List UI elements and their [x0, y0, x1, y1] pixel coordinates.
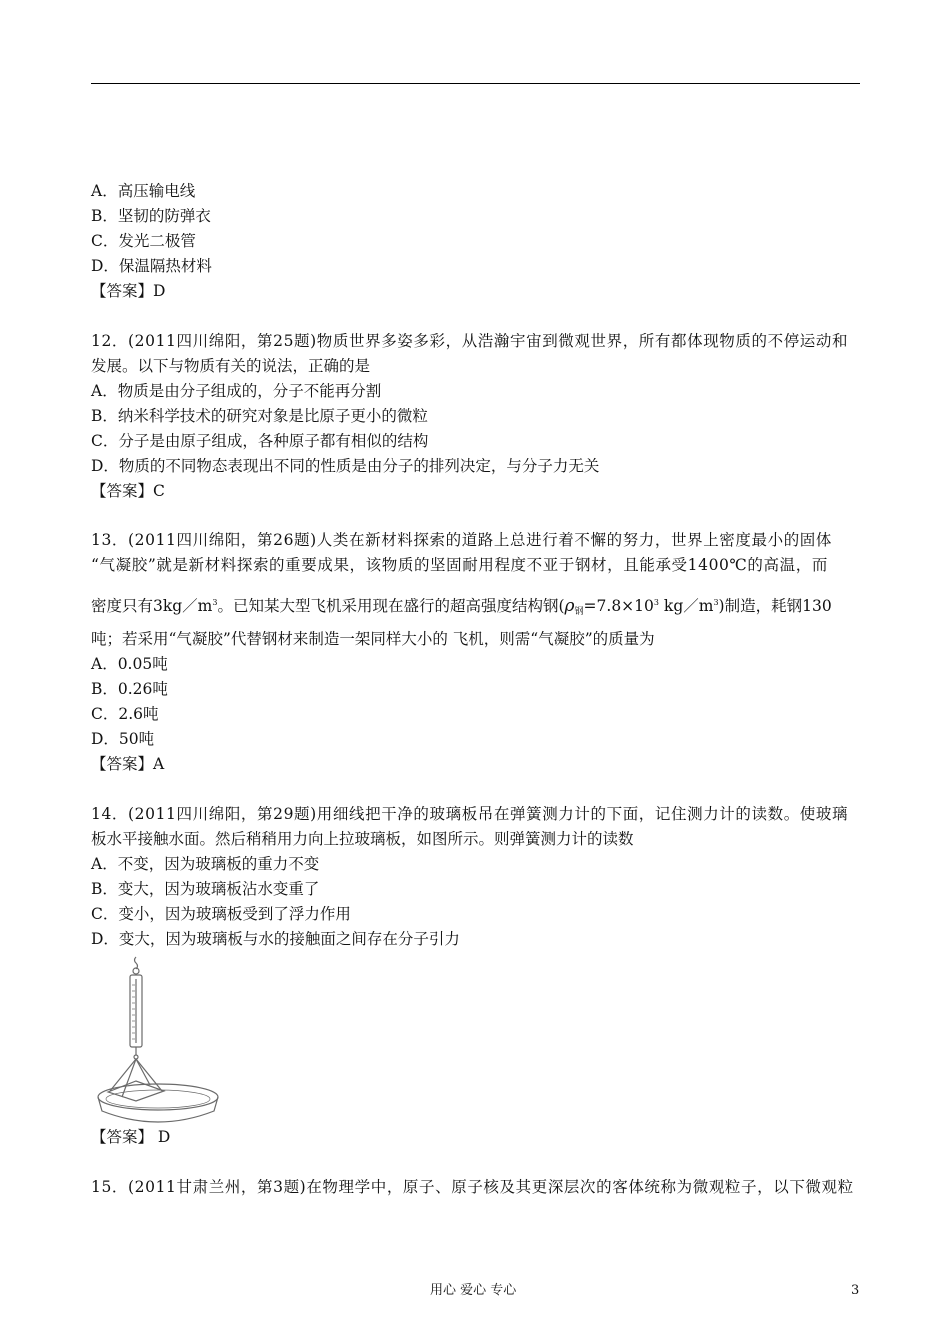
q13-option-d: D．50吨 [91, 730, 155, 748]
q14-option-b: B．变大，因为玻璃板沾水变重了 [91, 880, 320, 898]
q14-stem-line-1: 14．(2011四川绵阳，第29题)用细线把干净的玻璃板吊在弹簧测力计的下面，记住测力计的读数。使玻璃 [91, 805, 849, 823]
q13-steel-mass-text: )制造，耗钢130 [718, 597, 832, 615]
q12-answer: 【答案】C [91, 482, 165, 500]
q14-stem-line-2: 板水平接触水面。然后稍稍用力向上拉玻璃板，如图所示。则弹簧测力计的读数 [91, 830, 634, 848]
header-rule [91, 83, 860, 84]
q13-density-text: 密度只有3kg／m [91, 597, 213, 615]
q12-option-d: D．物质的不同物态表现出不同的性质是由分子的排列决定，与分子力无关 [91, 457, 600, 475]
q13-steel-density-unit: kg／m [659, 597, 714, 615]
q13-option-c: C．2.6吨 [91, 705, 159, 723]
q13-stem-line-4: 吨；若采用“气凝胶”代替钢材来制造一架同样大小的 飞机，则需“气凝胶”的质量为 [91, 630, 655, 648]
q11-option-b: B．坚韧的防弹衣 [91, 207, 211, 225]
q11-option-c: C．发光二极管 [91, 232, 196, 250]
spring-scale-figure [92, 955, 224, 1131]
q13-option-b: B．0.26吨 [91, 680, 168, 698]
q12-option-b: B．纳米科学技术的研究对象是比原子更小的微粒 [91, 407, 428, 425]
q12-option-c: C．分子是由原子组成，各种原子都有相似的结构 [91, 432, 429, 450]
q14-option-a: A．不变，因为玻璃板的重力不变 [91, 855, 320, 873]
q13-stem-line-1: 13．(2011四川绵阳，第26题)人类在新材料探索的道路上总进行着不懈的努力，世界上密度最小的固体 [91, 531, 832, 549]
q13-steel-density-value: =7.8×10 [583, 597, 654, 615]
q13-steel-density-exponent: 3 [653, 598, 659, 607]
q12-option-a: A．物质是由分子组成的，分子不能再分割 [91, 382, 382, 400]
q12-stem-line-1: 12．(2011四川绵阳，第25题)物质世界多姿多彩，从浩瀚宇宙到微观世界，所有都体现物质的不停运动和 [91, 332, 849, 350]
footer-slogan: 用心 爱心 专心 [430, 1283, 517, 1298]
q14-answer: 【答案】 D [91, 1128, 171, 1146]
q12-stem-line-2: 发展。以下与物质有关的说法，正确的是 [91, 357, 371, 375]
q13-answer: 【答案】A [91, 755, 165, 773]
q13-stem-line-2: “气凝胶”就是新材料探索的重要成果，该物质的坚固耐用程度不亚于钢材，且能承受1400℃的高温，而 [91, 556, 828, 574]
q11-option-d: D．保温隔热材料 [91, 257, 212, 275]
q13-stem-line-3 [91, 593, 832, 622]
rho-symbol: ρ [564, 596, 575, 616]
q11-option-a: A．高压输电线 [91, 182, 196, 200]
q13-density-exponent: 3 [212, 598, 218, 607]
q13-steel-unit-exponent: 3 [713, 598, 719, 607]
page-number: 3 [851, 1283, 860, 1298]
q11-answer: 【答案】D [91, 282, 166, 300]
q14-option-d: D．变大，因为玻璃板与水的接触面之间存在分子引力 [91, 930, 460, 948]
q13-steel-text: 。已知某大型飞机采用现在盛行的超高强度结构钢( [217, 597, 565, 615]
rho-subscript: 钢 [574, 607, 584, 617]
q13-option-a: A．0.05吨 [91, 655, 168, 673]
q15-stem-line-1: 15．(2011甘肃兰州，第3题)在物理学中，原子、原子核及其更深层次的客体统称为微观粒子，以下微观粒 [91, 1178, 854, 1196]
q14-option-c: C．变小，因为玻璃板受到了浮力作用 [91, 905, 351, 923]
